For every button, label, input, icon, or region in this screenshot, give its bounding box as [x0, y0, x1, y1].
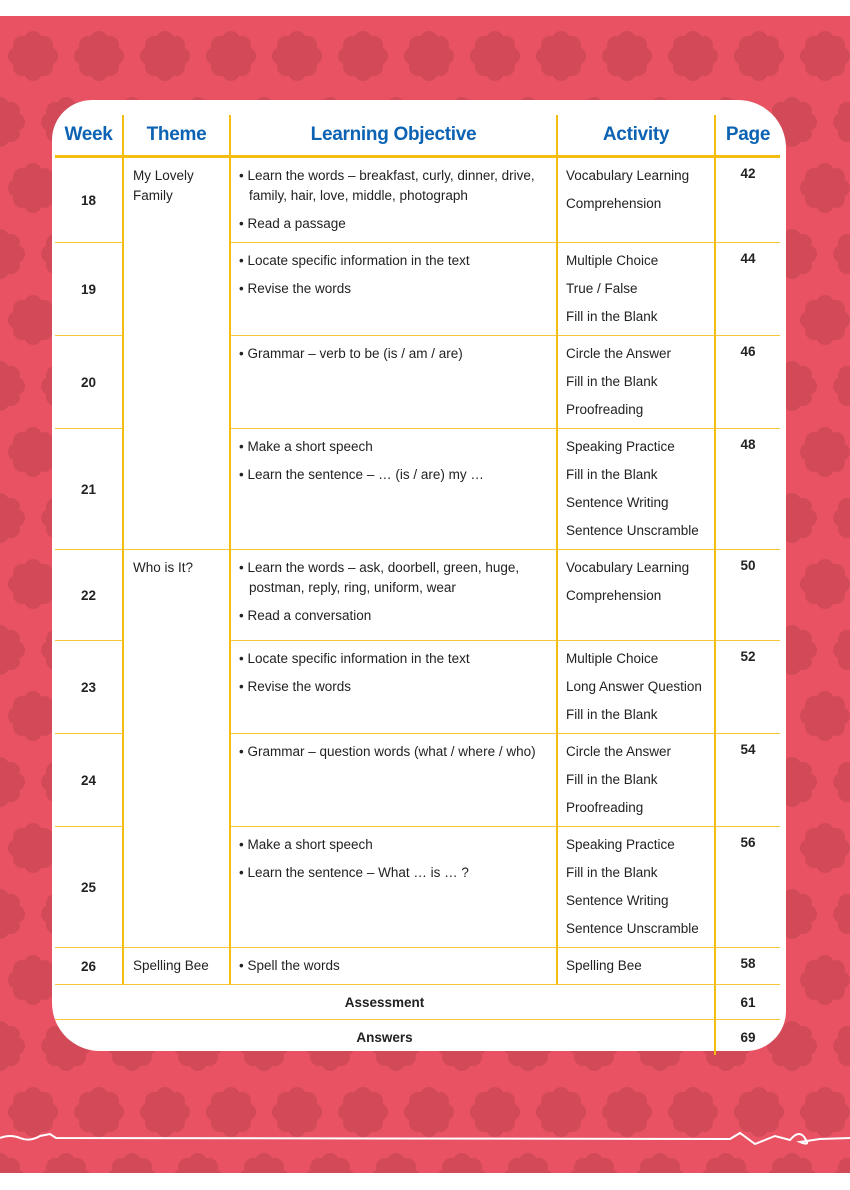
activity-cell: [557, 243, 715, 336]
objective-item: • Make a short speech: [239, 439, 373, 454]
activity-item: Fill in the Blank: [566, 374, 658, 389]
theme-cell: Who is It?: [123, 550, 230, 948]
objective-cell: [230, 243, 557, 336]
objective-item: • Learn the sentence – What … is … ?: [239, 865, 469, 880]
page-cell: 56: [715, 827, 780, 948]
theme-cell: Spelling Bee: [123, 948, 230, 985]
activity-item: Proofreading: [566, 800, 644, 815]
activity-item: Comprehension: [566, 196, 662, 211]
activity-item: Vocabulary Learning: [566, 168, 690, 183]
activity-item: Multiple Choice: [566, 651, 659, 666]
activity-cell: [557, 336, 715, 429]
activity-item: True / False: [566, 281, 638, 296]
objective-item: • Grammar – question words (what / where / who): [239, 744, 536, 759]
theme-cell: My Lovely Family: [123, 157, 230, 550]
objective-cell: [230, 734, 557, 827]
activity-item: Multiple Choice: [566, 253, 659, 268]
objective-item: • Spell the words: [239, 958, 340, 973]
table-header-row: [55, 115, 780, 157]
page-cell: 50: [715, 550, 780, 641]
objective-cell: [230, 429, 557, 550]
activity-cell: [557, 641, 715, 734]
table-row-assessment: [55, 985, 780, 1020]
table-row-answers: [55, 1020, 780, 1055]
activity-item: Long Answer Question: [566, 679, 702, 694]
activity-cell: [557, 157, 715, 243]
objective-cell: [230, 948, 557, 985]
objective-item: • Read a conversation: [239, 608, 372, 623]
objective-item: • Learn the words – breakfast, curly, dinner, drive, family, hair, love, middle, photograph: [239, 168, 535, 203]
objective-item: • Grammar – verb to be (is / am / are): [239, 346, 463, 361]
objective-cell: [230, 641, 557, 734]
page-cell: 61: [715, 985, 780, 1020]
header-activity: Activity: [557, 115, 715, 157]
activity-item: Sentence Writing: [566, 495, 669, 510]
activity-item: Circle the Answer: [566, 346, 672, 361]
week-cell: 19: [55, 243, 123, 336]
activity-item: Fill in the Blank: [566, 865, 658, 880]
objective-item: • Locate specific information in the text: [239, 651, 470, 666]
activity-item: Vocabulary Learning: [566, 560, 690, 575]
activity-item: Speaking Practice: [566, 439, 675, 454]
table-row: [55, 948, 780, 985]
objective-cell: [230, 827, 557, 948]
page-cell: 54: [715, 734, 780, 827]
activity-cell: [557, 429, 715, 550]
activity-item: Speaking Practice: [566, 837, 675, 852]
activity-item: Circle the Answer: [566, 744, 672, 759]
contents-table: [55, 115, 780, 1055]
objective-item: • Learn the words – ask, doorbell, green, huge, postman, reply, ring, uniform, wear: [239, 560, 520, 595]
week-cell: 21: [55, 429, 123, 550]
section-label: Answers: [55, 1020, 715, 1055]
activity-item: Sentence Unscramble: [566, 921, 699, 936]
activity-item: Comprehension: [566, 588, 662, 603]
header-week: Week: [55, 115, 123, 157]
activity-item: Fill in the Blank: [566, 772, 658, 787]
activity-cell: [557, 550, 715, 641]
week-cell: 23: [55, 641, 123, 734]
activity-item: Fill in the Blank: [566, 467, 658, 482]
week-cell: 22: [55, 550, 123, 641]
objective-cell: [230, 550, 557, 641]
objective-cell: [230, 157, 557, 243]
page-cell: 69: [715, 1020, 780, 1055]
week-cell: 26: [55, 948, 123, 985]
table-row: [55, 550, 780, 641]
page-cell: 44: [715, 243, 780, 336]
objective-cell: [230, 336, 557, 429]
week-cell: 25: [55, 827, 123, 948]
table-row: [55, 157, 780, 243]
objective-item: • Read a passage: [239, 216, 346, 231]
page-cell: 48: [715, 429, 780, 550]
section-label: Assessment: [55, 985, 715, 1020]
activity-item: Sentence Unscramble: [566, 523, 699, 538]
objective-item: • Learn the sentence – … (is / are) my …: [239, 467, 484, 482]
page-cell: 52: [715, 641, 780, 734]
objective-item: • Make a short speech: [239, 837, 373, 852]
activity-item: Proofreading: [566, 402, 644, 417]
header-objective: Learning Objective: [230, 115, 557, 157]
activity-item: Fill in the Blank: [566, 309, 658, 324]
objective-item: • Revise the words: [239, 679, 352, 694]
header-theme: Theme: [123, 115, 230, 157]
activity-cell: [557, 734, 715, 827]
page-cell: 46: [715, 336, 780, 429]
header-page: Page: [715, 115, 780, 157]
activity-item: Fill in the Blank: [566, 707, 658, 722]
activity-item: Spelling Bee: [566, 958, 642, 973]
objective-item: • Revise the words: [239, 281, 352, 296]
week-cell: 24: [55, 734, 123, 827]
page-cell: 42: [715, 157, 780, 243]
week-cell: 20: [55, 336, 123, 429]
activity-cell: [557, 827, 715, 948]
objective-item: • Locate specific information in the text: [239, 253, 470, 268]
page-cell: 58: [715, 948, 780, 985]
week-cell: 18: [55, 157, 123, 243]
activity-cell: [557, 948, 715, 985]
activity-item: Sentence Writing: [566, 893, 669, 908]
